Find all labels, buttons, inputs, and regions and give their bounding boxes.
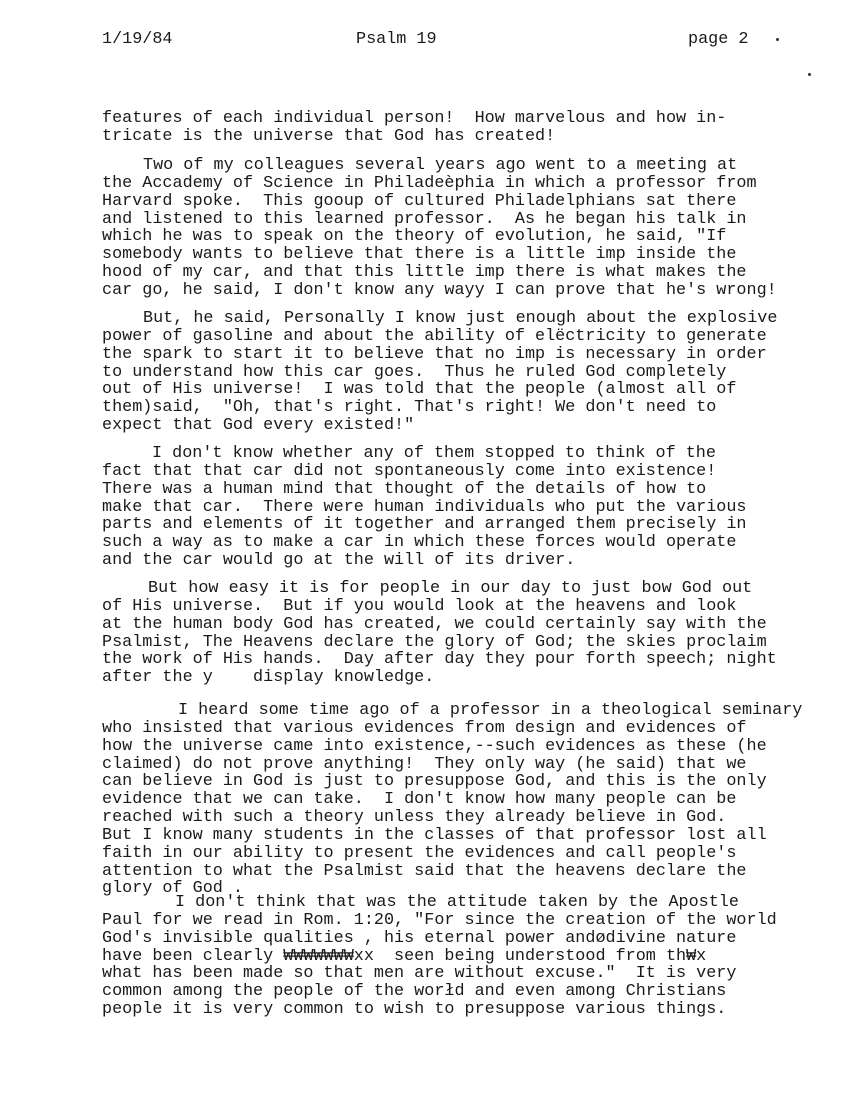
text-line: power of gasoline and about the ability of elëctricity to generate (102, 326, 767, 346)
text-line: hood of my car, and that this little imp there is what makes the (102, 263, 747, 283)
text-line: the work of His hands. Day after day they pour forth speech; night (102, 650, 777, 670)
text-line: But I know many students in the classes of that professor lost all (102, 825, 767, 845)
text-line: tricate is the universe that God has created! (102, 126, 556, 146)
scan-speck (776, 38, 779, 41)
text-line: and listened to this learned professor. As he began his talk in (102, 209, 747, 229)
text-line: I don't know whether any of them stopped to think of the (152, 444, 716, 463)
paragraph-1 (102, 110, 726, 146)
text-line: God's invisible qualities , his eternal power andødivine nature (102, 928, 737, 948)
paragraph-4 (102, 445, 747, 570)
text-line: people it is very common to wish to presuppose various things. (102, 1000, 727, 1020)
text-line: claimed) do not prove anything! They only way (he said) that we (102, 754, 747, 774)
text-line: how the universe came into existence,--such evidences as these (he (102, 736, 767, 756)
text-line: make that car. There were human individuals who put the various (102, 497, 747, 517)
text-line: and the car would go at the will of its driver. (102, 551, 576, 571)
text-line: have been clearly ₩₩₩₩₩₩₩xx seen being understood from th₩x (102, 946, 707, 966)
text-line: parts and elements of it together and arranged them precisely in (102, 515, 747, 535)
header-date: 1/19/84 (102, 30, 173, 49)
text-line: features of each individual person! How marvelous and how in- (102, 109, 727, 128)
text-line: fact that that car did not spontaneously come into existence! (102, 461, 717, 481)
text-line: after the y display knowledge. (102, 668, 435, 688)
text-line: But how easy it is for people in our day to just bow God out (148, 579, 753, 598)
text-line: Psalmist, The Heavens declare the glory of God; the skies proclaim (102, 632, 767, 652)
paragraph-5 (102, 580, 777, 687)
text-line: somebody wants to believe that there is a little imp inside the (102, 245, 737, 265)
text-line: evidence that we can take. I don't know how many people can be (102, 790, 737, 810)
text-line: to understand how this car goes. Thus he ruled God completely (102, 362, 727, 382)
text-line: which he was to speak on the theory of evolution, he said, "If (102, 227, 727, 247)
scan-speck (808, 73, 811, 76)
text-line: expect that God every existed!" (102, 416, 415, 436)
text-line: attention to what the Psalmist said that the heavens declare the (102, 861, 747, 881)
text-line: the Accademy of Science in Philadeèphia in which a professor from (102, 173, 757, 193)
text-line: But, he said, Personally I know just enough about the explosive (143, 309, 778, 328)
paragraph-2 (102, 157, 777, 300)
text-line: them)said, "Oh, that's right. That's right! We don't need to (102, 398, 717, 418)
text-line: I don't think that was the attitude taken by the Apostle (175, 893, 739, 912)
text-line: who insisted that various evidences from design and evidences of (102, 718, 747, 738)
text-line: the spark to start it to believe that no imp is necessary in order (102, 344, 767, 364)
paragraph-6 (102, 702, 802, 898)
text-line: Paul for we read in Rom. 1:20, "For since the creation of the world (102, 910, 777, 930)
text-line: I heard some time ago of a professor in a theological seminary (178, 701, 803, 720)
text-line: such a way as to make a car in which these forces would operate (102, 533, 737, 553)
header-page-number: page 2 (688, 30, 749, 49)
text-line: reached with such a theory unless they already believe in God. (102, 808, 727, 828)
text-line: what has been made so that men are without excuse." It is very (102, 964, 737, 984)
text-line: can believe in God is just to presuppose God, and this is the only (102, 772, 767, 792)
header-title: Psalm 19 (356, 30, 437, 49)
text-line: out of His universe! I was told that the people (almost all of (102, 380, 737, 400)
text-line: There was a human mind that thought of the details of how to (102, 479, 707, 499)
paragraph-3 (102, 310, 777, 435)
text-line: of His universe. But if you would look at the heavens and look (102, 596, 737, 616)
text-line: at the human body God has created, we could certainly say with the (102, 614, 767, 634)
paragraph-7 (102, 894, 777, 1019)
text-line: common among the people of the worłd and even among Christians (102, 982, 727, 1002)
text-line: Harvard spoke. This gooup of cultured Philadelphians sat there (102, 191, 737, 211)
text-line: Two of my colleagues several years ago went to a meeting at (143, 156, 738, 175)
text-line: car go, he said, I don't know any wayy I can prove that he's wrong! (102, 280, 777, 300)
text-line: faith in our ability to present the evidences and call people's (102, 843, 737, 863)
text-line: glory of God . (102, 879, 243, 899)
